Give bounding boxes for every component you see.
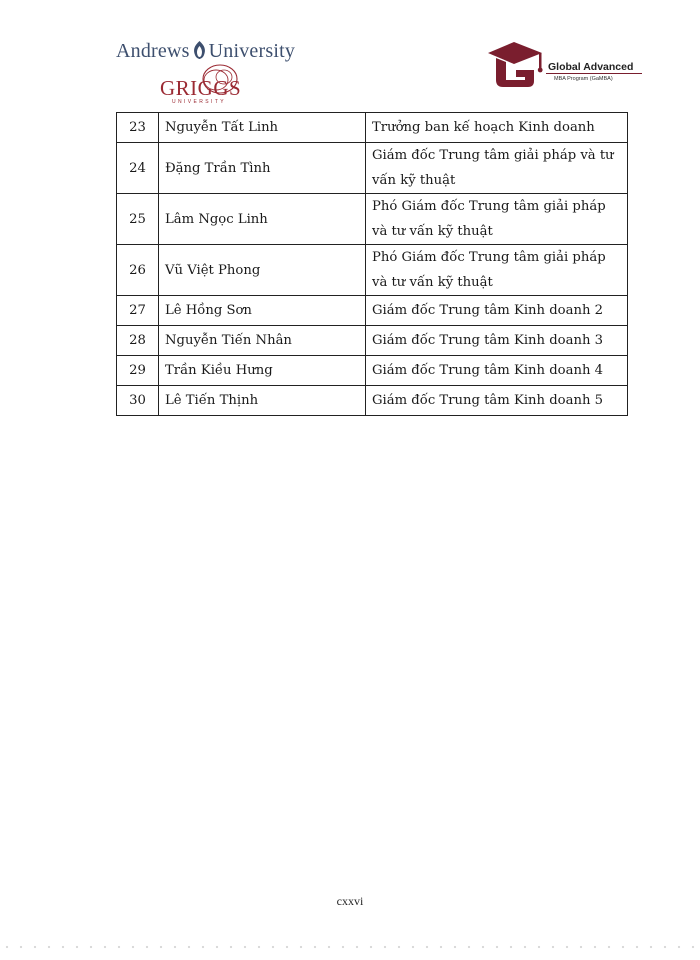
staff-name: Nguyễn Tiến Nhân bbox=[159, 326, 366, 356]
griggs-logo bbox=[160, 62, 250, 108]
table-row bbox=[117, 356, 628, 386]
row-number: 28 bbox=[117, 326, 159, 356]
staff-role: Giám đốc Trung tâm giải pháp và tư vấn kỹ thuật bbox=[366, 143, 628, 194]
staff-name: Nguyễn Tất Linh bbox=[159, 113, 366, 143]
table-row bbox=[117, 245, 628, 296]
table-row bbox=[117, 326, 628, 356]
staff-name: Trần Kiều Hưng bbox=[159, 356, 366, 386]
graduation-cap-icon bbox=[484, 40, 546, 90]
row-number: 27 bbox=[117, 296, 159, 326]
page-number: cxxvi bbox=[336, 894, 364, 908]
andrews-text: Andrews bbox=[116, 40, 190, 62]
staff-role: Giám đốc Trung tâm Kinh doanh 5 bbox=[366, 386, 628, 416]
staff-role: Giám đốc Trung tâm Kinh doanh 2 bbox=[366, 296, 628, 326]
gamba-divider bbox=[546, 73, 642, 74]
staff-name: Đặng Trần Tình bbox=[159, 143, 366, 194]
staff-role: Giám đốc Trung tâm Kinh doanh 3 bbox=[366, 326, 628, 356]
row-number: 24 bbox=[117, 143, 159, 194]
row-number: 29 bbox=[117, 356, 159, 386]
gamba-title: Global Advanced bbox=[548, 61, 634, 73]
table-row bbox=[117, 113, 628, 143]
staff-name: Lâm Ngọc Linh bbox=[159, 194, 366, 245]
gamba-subtitle: MBA Program (GaMBA) bbox=[554, 76, 613, 82]
row-number: 26 bbox=[117, 245, 159, 296]
griggs-university-text: UNIVERSITY bbox=[172, 99, 227, 105]
staff-role: Trưởng ban kế hoạch Kinh doanh bbox=[366, 113, 628, 143]
flame-icon bbox=[191, 40, 208, 60]
bottom-dotted-border bbox=[0, 945, 700, 949]
staff-name: Vũ Việt Phong bbox=[159, 245, 366, 296]
row-number: 25 bbox=[117, 194, 159, 245]
table-row bbox=[117, 296, 628, 326]
griggs-text: GRIGGS bbox=[160, 76, 242, 100]
staff-name: Lê Tiến Thịnh bbox=[159, 386, 366, 416]
gamba-logo bbox=[484, 40, 646, 90]
andrews-griggs-logo bbox=[116, 38, 296, 108]
table-row bbox=[117, 194, 628, 245]
row-number: 30 bbox=[117, 386, 159, 416]
university-text: University bbox=[208, 40, 296, 62]
staff-role: Phó Giám đốc Trung tâm giải pháp và tư vấn kỹ thuật bbox=[366, 194, 628, 245]
staff-name: Lê Hồng Sơn bbox=[159, 296, 366, 326]
andrews-university-wordmark bbox=[116, 40, 295, 63]
table-row bbox=[117, 386, 628, 416]
staff-role: Giám đốc Trung tâm Kinh doanh 4 bbox=[366, 356, 628, 386]
table-row bbox=[117, 143, 628, 194]
staff-table bbox=[116, 112, 628, 416]
staff-role: Phó Giám đốc Trung tâm giải pháp và tư vấn kỹ thuật bbox=[366, 245, 628, 296]
row-number: 23 bbox=[117, 113, 159, 143]
